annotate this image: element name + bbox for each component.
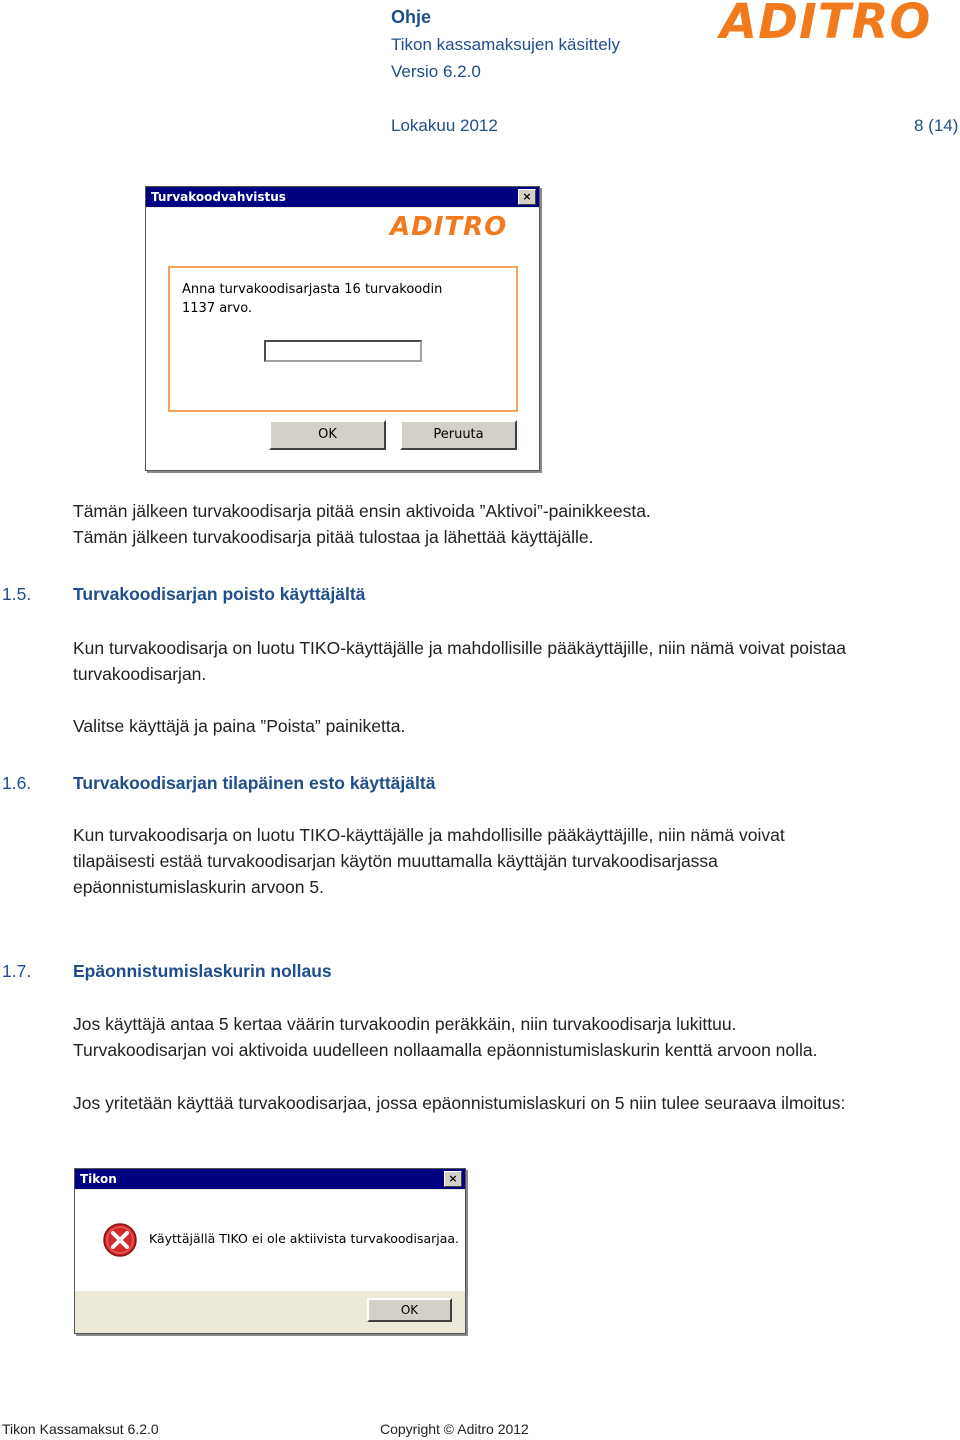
prompt-line-1: Anna turvakoodisarjasta 16 turvakoodin (182, 282, 443, 297)
section-1-5-p1-line2: turvakoodisarjan. (73, 664, 207, 684)
page-number: 8 (14) (914, 116, 959, 135)
doc-version: Versio 6.2.0 (391, 62, 481, 81)
footer-left: Tikon Kassamaksut 6.2.0 (2, 1421, 159, 1437)
prompt-line-2: 1137 arvo. (182, 301, 253, 316)
dialog-title: Turvakoodvahvistus (151, 190, 286, 204)
section-1-7-number: 1.7. (2, 961, 32, 981)
section-1-6-number: 1.6. (2, 773, 32, 793)
footer-copyright: Copyright © Aditro 2012 (380, 1421, 529, 1437)
section-1-5-p2: Valitse käyttäjä ja paina ”Poista” painiketta. (73, 716, 406, 736)
security-code-input[interactable] (264, 340, 422, 362)
dialog-title: Tikon (80, 1172, 117, 1186)
section-1-5-number: 1.5. (2, 584, 32, 604)
section-1-7-p2: Jos yritetään käyttää turvakoodisarjaa, jossa epäonnistumislaskuri on 5 niin tulee seuraava ilmoitus: (73, 1093, 846, 1113)
section-1-7-p1-line2: Turvakoodisarjan voi aktivoida uudelleen nollaamalla epäonnistumislaskurin kenttä arvoon nolla. (73, 1040, 818, 1060)
security-code-dialog (145, 186, 540, 471)
cancel-button[interactable]: Peruuta (400, 420, 517, 450)
error-icon (102, 1222, 138, 1258)
section-1-5-p1-line1: Kun turvakoodisarja on luotu TIKO-käyttäjälle ja mahdollisille pääkäyttäjille, niin nämä voivat poistaa (73, 638, 847, 658)
section-1-6-line2: tilapäisesti estää turvakoodisarjan käytön muuttamalla käyttäjän turvakoodisarjassa (73, 851, 718, 871)
dialog-body (146, 208, 539, 470)
dialog-aditro-logo: ADITRO (390, 212, 508, 242)
ok-button[interactable]: OK (269, 420, 386, 450)
aditro-logo: ADITRO (720, 0, 932, 50)
ok-button[interactable]: OK (367, 1298, 452, 1322)
section-1-6-heading: Turvakoodisarjan tilapäinen esto käyttäjältä (73, 773, 436, 793)
dialog-titlebar (75, 1169, 465, 1189)
doc-subtitle: Tikon kassamaksujen käsittely (391, 35, 620, 54)
doc-title: Ohje (391, 7, 432, 27)
section-1-7-heading: Epäonnistumislaskurin nollaus (73, 961, 332, 981)
tikon-error-dialog (74, 1168, 466, 1334)
doc-date: Lokakuu 2012 (391, 116, 498, 135)
para1-line1: Tämän jälkeen turvakoodisarja pitää ensin aktivoida ”Aktivoi”-painikkeesta. (73, 501, 651, 521)
error-message: Käyttäjällä TIKO ei ole aktiivista turvakoodisarjaa. (149, 1231, 460, 1246)
section-1-5-heading: Turvakoodisarjan poisto käyttäjältä (73, 584, 366, 604)
dialog-titlebar (146, 187, 539, 207)
prompt-frame (168, 266, 518, 412)
section-1-6-line3: epäonnistumislaskurin arvoon 5. (73, 877, 324, 897)
section-1-7-p1-line1: Jos käyttäjä antaa 5 kertaa väärin turvakoodin peräkkäin, niin turvakoodisarja lukittuu. (73, 1014, 737, 1034)
dialog-body (75, 1190, 465, 1333)
close-icon[interactable]: × (518, 189, 536, 205)
section-1-6-line1: Kun turvakoodisarja on luotu TIKO-käyttäjälle ja mahdollisille pääkäyttäjille, niin nämä voivat (73, 825, 785, 845)
close-icon[interactable]: × (444, 1171, 462, 1187)
para1-line2: Tämän jälkeen turvakoodisarja pitää tulostaa ja lähettää käyttäjälle. (73, 527, 594, 547)
